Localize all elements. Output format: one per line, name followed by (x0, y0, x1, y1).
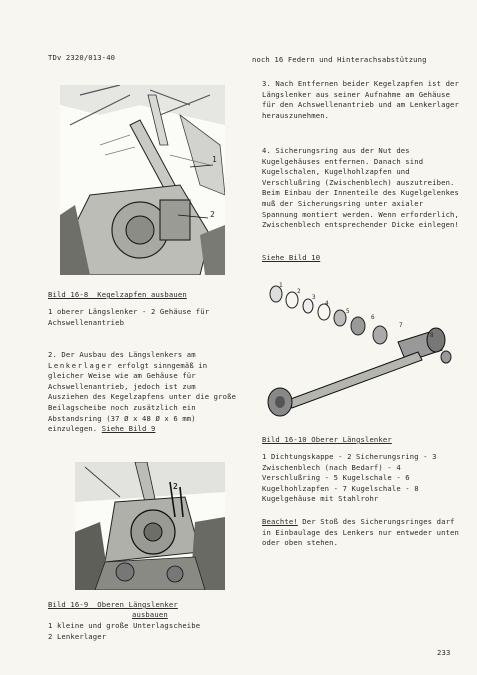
fig10-label-6: 6 (371, 314, 375, 321)
figure-16-8-callout-2: 2 (210, 210, 215, 219)
fig10-label-2: 2 (297, 288, 301, 295)
note-text: Beachte! Der Stoß des Sicherungsringes darf in Einbaulage des Lenkers nur entweder unten oder oben stehen. (262, 517, 464, 548)
figure-16-8-photo (60, 85, 225, 275)
figure-16-8-callout-1: 1 (212, 155, 217, 164)
figure-16-9-legend-line1: 1 kleine und große Unterlagscheibe (48, 621, 201, 630)
step-4-text: 4. Sicherungsring aus der Nut des Kugelgehäuses entfernen. Danach sind Kugelschalen, Kugelhohlzapfen und Verschlußring (Zwischenblech) auszutreiben. Beim Einbau der Innenteile des Kugelgelenkes muß der Sicherungsring unter axialer Spannung montiert werden. Wenn erforderlich, Zwischenblech entsprechender Dicke einlegen! (262, 146, 459, 230)
note-label: Beachte! (262, 517, 298, 526)
figure-16-9-callout-2: 2 (173, 482, 178, 491)
page-number: 233 (437, 648, 451, 657)
document-id: TDv 2320/013-40 (48, 53, 116, 62)
step-2-text: 2. Der Ausbau des Längslenkers am Lenkerlager erfolgt sinngemäß in gleicher Weise wie am Gehäuse für Achswellenantrieb, jedoch ist zum Ausziehen des Kegelzapfens unter die große Beilagscheibe noch zusätzlich ein Abstandsring (37 Ø x 48 Ø x 6 mm) einzulegen. Siehe Bild 9 (48, 350, 241, 434)
figure-16-10-caption: Bild 16-10 Oberer Längslenker (262, 435, 392, 444)
fig10-label-5: 5 (346, 308, 350, 315)
siehe-bild-10-link[interactable]: Siehe Bild 10 (262, 253, 321, 262)
figure-16-9-caption-line1: Bild 16-9 Oberen Längslenker (48, 600, 178, 609)
fig10-label-4: 4 (325, 300, 329, 307)
figure-16-10-drawing (258, 272, 463, 422)
figure-16-9-photo (75, 462, 225, 590)
step-3-text: 3. Nach Entfernen beider Kegelzapfen ist der Längslenker aus seiner Aufnahme am Gehäuse für den Achswellenantrieb und am Lenkerlager herauszunehmen. (262, 79, 464, 120)
figure-16-8-caption: Bild 16-8 Kegelzapfen ausbauen (48, 290, 187, 299)
figure-16-9-caption-line2: ausbauen (132, 610, 168, 619)
fig10-label-7: 7 (399, 322, 403, 329)
fig10-label-1: 1 (279, 282, 283, 289)
fig10-label-3: 3 (312, 294, 316, 301)
figure-16-10-legend: 1 Dichtungskappe - 2 Sicherungsring - 3 Zwischenblech (nach Bedarf) - 4 Verschlußring - 5 Kugelschale - 6 Kugelhohlzapfen - 7 Kugelschale - 8 Kugelgehäuse mit Stahlrohr (262, 452, 442, 504)
fig10-label-8: 8 (430, 332, 434, 339)
figure-16-8-legend: 1 oberer Längslenker - 2 Gehäuse für Achswellenantrieb (48, 307, 214, 327)
siehe-bild-9-link[interactable]: Siehe Bild 9 (101, 424, 156, 434)
section-heading: noch 16 Federn und Hinterachsabstützung (252, 55, 427, 64)
figure-16-9-legend-line2: 2 Lenkerlager (48, 632, 107, 641)
